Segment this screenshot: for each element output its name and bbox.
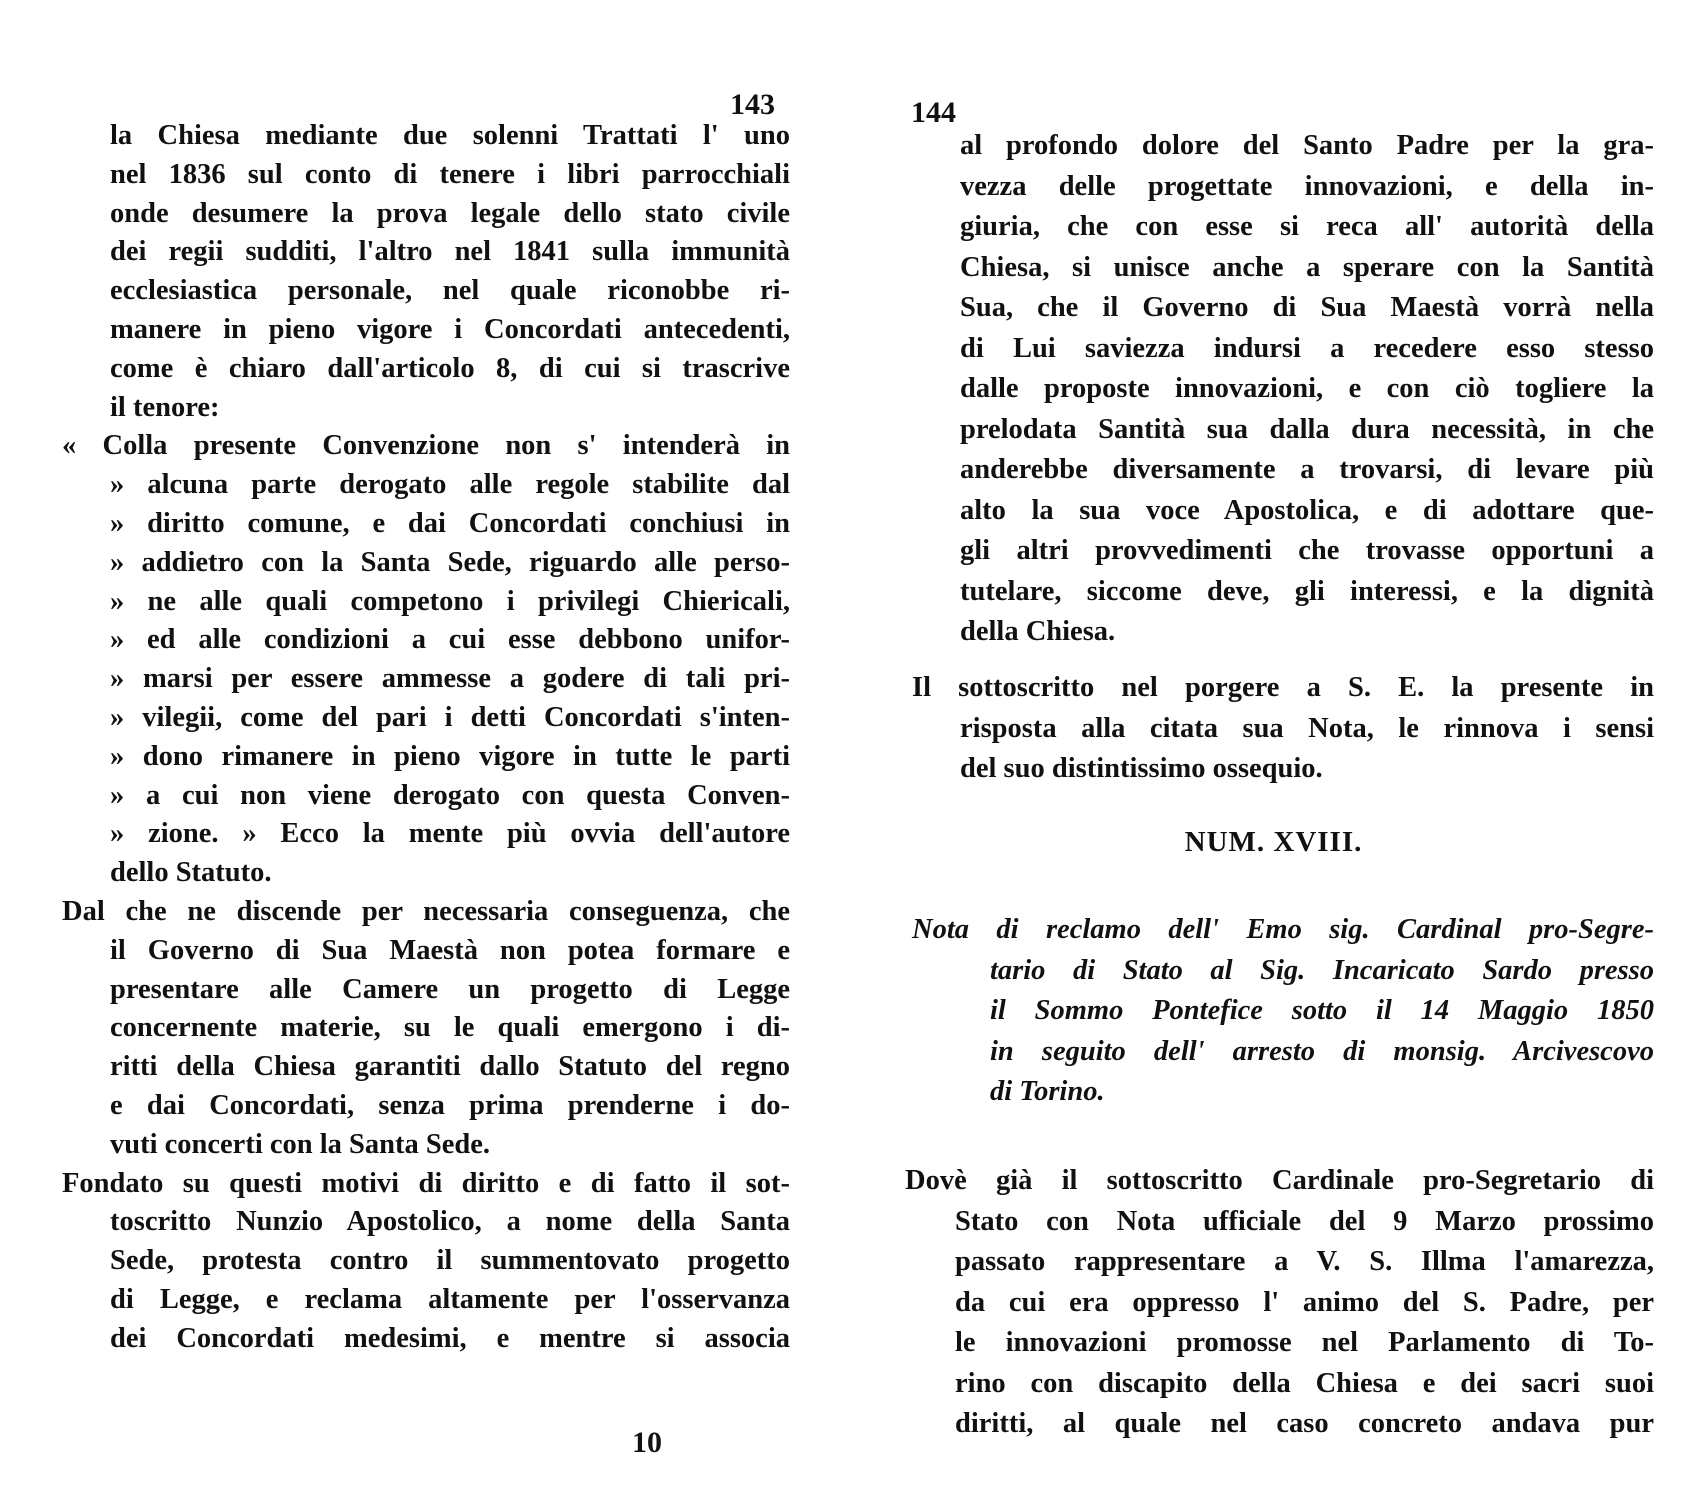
text-line: dei Concordati medesimi, e mentre si associa [110, 1322, 790, 1354]
text-line: onde desumere la prova legale dello stato civile [110, 197, 790, 229]
text-line: Sua, che il Governo di Sua Maestà vorrà nella [960, 292, 1654, 323]
text-line: gli altri provvedimenti che trovasse opportuni a [960, 535, 1654, 566]
text-line: dalle proposte innovazioni, e con ciò togliere la [960, 373, 1654, 404]
text-line: il Governo di Sua Maestà non potea formare e [110, 934, 790, 966]
text-line: il Sommo Pontefice sotto il 14 Maggio 1850 [990, 995, 1654, 1026]
text-line: ritti della Chiesa garantiti dallo Statuto del regno [110, 1051, 790, 1083]
text-line: della Chiesa. [960, 616, 1116, 647]
text-line: del suo distintissimo ossequio. [960, 753, 1323, 784]
text-line: Sede, protesta contro il summentovato progetto [110, 1245, 790, 1277]
text-line: Dovè già il sottoscritto Cardinale pro-Segretario di [905, 1165, 1654, 1196]
text-line: presentare alle Camere un progetto di Legge [110, 973, 790, 1005]
text-line: rino con discapito della Chiesa e dei sacri suoi [955, 1367, 1654, 1399]
text-line: e dai Concordati, senza prima prenderne i do- [110, 1090, 790, 1121]
page-number: 143 [730, 88, 775, 121]
text-line: le innovazioni promosse nel Parlamento di To- [955, 1327, 1654, 1358]
text-line: come è chiaro dall'articolo 8, di cui si trascrive [110, 352, 790, 384]
text-line: » marsi per essere ammesse a godere di tali pri- [110, 663, 790, 695]
text-line: manere in pieno vigore i Concordati antecedenti, [110, 314, 790, 345]
text-line: passato rappresentare a V. S. Illma l'amarezza, [955, 1246, 1654, 1277]
text-line: » ed alle condizioni a cui esse debbono unifor- [110, 624, 790, 656]
text-line: prelodata Santità sua dalla dura necessità, in che [960, 413, 1654, 445]
section-heading: NUM. XVIII. [1184, 826, 1363, 858]
text-line: vezza delle progettate innovazioni, e della in- [960, 170, 1654, 202]
text-line: Il sottoscritto nel porgere a S. E. la presente in [912, 672, 1654, 703]
text-line: « Colla presente Convenzione non s' intenderà in [62, 430, 790, 462]
text-line: » alcuna parte derogato alle regole stabilite dal [110, 469, 790, 501]
text-line: dei regii sudditi, l'altro nel 1841 sulla immunità [110, 236, 790, 268]
text-line: vuti concerti con la Santa Sede. [110, 1128, 490, 1160]
text-line: in seguito dell' arresto di monsig. Arcivescovo [990, 1035, 1654, 1067]
text-line: Dal che ne discende per necessaria conseguenza, che [62, 896, 790, 927]
text-line: » a cui non viene derogato con questa Conven- [110, 779, 790, 811]
text-line: il tenore: [110, 391, 220, 423]
text-line: tario di Stato al Sig. Incaricato Sardo presso [990, 954, 1654, 986]
text-line: da cui era oppresso l' animo del S. Padre, per [955, 1286, 1654, 1318]
text-line: » zione. » Ecco la mente più ovvia dell'autore [110, 818, 790, 850]
text-line: concernente materie, su le quali emergono i di- [110, 1012, 790, 1044]
text-line: dello Statuto. [110, 857, 272, 889]
text-line: Fondato su questi motivi di diritto e di fatto il sot- [62, 1167, 790, 1199]
page-number: 144 [911, 96, 956, 129]
text-line: di Torino. [990, 1076, 1105, 1107]
signature-mark: 10 [632, 1426, 662, 1459]
text-line: » ne alle quali competono i privilegi Chiericali, [110, 585, 790, 617]
text-line: di Legge, e reclama altamente per l'osservanza [110, 1284, 790, 1315]
text-line: al profondo dolore del Santo Padre per la gra- [960, 130, 1654, 161]
text-line: giuria, che con esse si reca all' autorità della [960, 211, 1654, 242]
text-line: » addietro con la Santa Sede, riguardo alle perso- [110, 546, 790, 578]
text-line: » dono rimanere in pieno vigore in tutte le parti [110, 740, 790, 772]
text-line: nel 1836 sul conto di tenere i libri parrocchiali [110, 158, 790, 190]
text-line: tutelare, siccome deve, gli interessi, e la dignità [960, 575, 1654, 607]
text-line: toscritto Nunzio Apostolico, a nome della Santa [110, 1206, 790, 1238]
text-line: anderebbe diversamente a trovarsi, di levare più [960, 454, 1654, 485]
text-line: la Chiesa mediante due solenni Trattati l' uno [110, 120, 790, 151]
text-line: Chiesa, si unisce anche a sperare con la Santità [960, 251, 1654, 283]
text-line: Stato con Nota ufficiale del 9 Marzo prossimo [955, 1205, 1654, 1237]
text-line: » diritto comune, e dai Concordati conchiusi in [110, 508, 790, 539]
text-line: diritti, al quale nel caso concreto andava pur [955, 1408, 1654, 1439]
text-line: di Lui saviezza indursi a recedere esso stesso [960, 332, 1654, 364]
text-line: ecclesiastica personale, nel quale riconobbe ri- [110, 275, 790, 307]
text-line: » vilegii, come del pari i detti Concordati s'inten- [110, 702, 790, 733]
text-line: risposta alla citata sua Nota, le rinnova i sensi [960, 712, 1654, 744]
text-line: Nota di reclamo dell' Emo sig. Cardinal pro-Segre- [912, 914, 1654, 945]
text-line: alto la sua voce Apostolica, e di adottare que- [960, 494, 1654, 526]
